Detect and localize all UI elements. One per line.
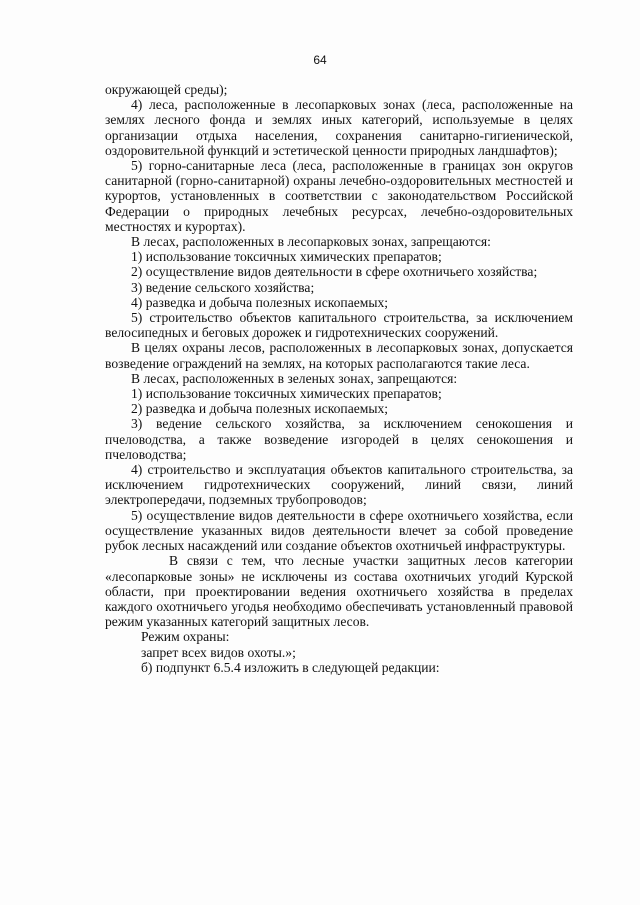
list-item: 2) разведка и добыча полезных ископаемых; — [131, 401, 389, 417]
paragraph: окружающей среды); — [105, 82, 228, 97]
paragraph: В лесах, расположенных в лесопарковых зонах, запрещаются: — [131, 234, 491, 250]
list-item: 3) ведение сельского хозяйства; — [131, 279, 315, 295]
paragraph: 5) горно-санитарные леса (леса, расположенные в границах зон округов санитарной (горно-санитарной) охраны лечебно-оздоровительных местностей и курортов, установленных в соответствии с законодательством Российской Федерации о природных лечебных ресурсах, лечебно-оздоровительных местностях и курортах). — [105, 158, 573, 234]
list-item: 2) осуществление видов деятельности в сфере охотничьего хозяйства; — [131, 264, 538, 280]
document-body — [105, 82, 573, 675]
page-number: 64 — [313, 53, 327, 67]
paragraph: В связи с тем, что лесные участки защитных лесов категории «лесопарковые зоны» не исключены из состава охотничьих угодий Курской области, при проектировании ведения охотничьего хозяйства в пределах каждого охотничьего угодья необходимо обеспечивать установленный правовой режим указанных категорий защитных лесов. — [105, 553, 573, 630]
list-item: 3) ведение сельского хозяйства, за исключением сенокошения и пчеловодства, а также возведение изгородей в целях сенокошения и пчеловодства; — [105, 416, 573, 462]
paragraph: В целях охраны лесов, расположенных в лесопарковых зонах, допускается возведение ограждений на землях, на которых располагаются такие леса. — [105, 340, 573, 371]
paragraph: 4) леса, расположенные в лесопарковых зонах (леса, расположенные на землях лесного фонда и землях иных категорий, используемые в целях организации отдыха населения, сохранения санитарно-гигиенической, оздоровительной функций и эстетической ценности природных ландшафтов); — [105, 97, 573, 158]
paragraph: Режим охраны: — [141, 629, 230, 645]
paragraph: б) подпункт 6.5.4 изложить в следующей редакции: — [141, 659, 440, 675]
list-item: 1) использование токсичных химических препаратов; — [131, 249, 442, 265]
list-item: 1) использование токсичных химических препаратов; — [131, 386, 442, 402]
paragraph: запрет всех видов охоты.»; — [141, 644, 296, 660]
paragraph: В лесах, расположенных в зеленых зонах, запрещаются: — [131, 370, 458, 386]
list-item: 5) строительство объектов капитального строительства, за исключением велосипедных и беговых дорожек и гидротехнических сооружений. — [105, 310, 573, 341]
list-item: 4) разведка и добыча полезных ископаемых; — [131, 294, 389, 310]
list-item: 5) осуществление видов деятельности в сфере охотничьего хозяйства, если осуществление указанных видов деятельности влечет за собой проведение рубок лесных насаждений или создание объектов охотничьей инфраструктуры. — [105, 507, 573, 554]
list-item: 4) строительство и эксплуатация объектов капитального строительства, за исключением гидротехнических сооружений, линий связи, линий электропередачи, подземных трубопроводов; — [105, 462, 573, 508]
